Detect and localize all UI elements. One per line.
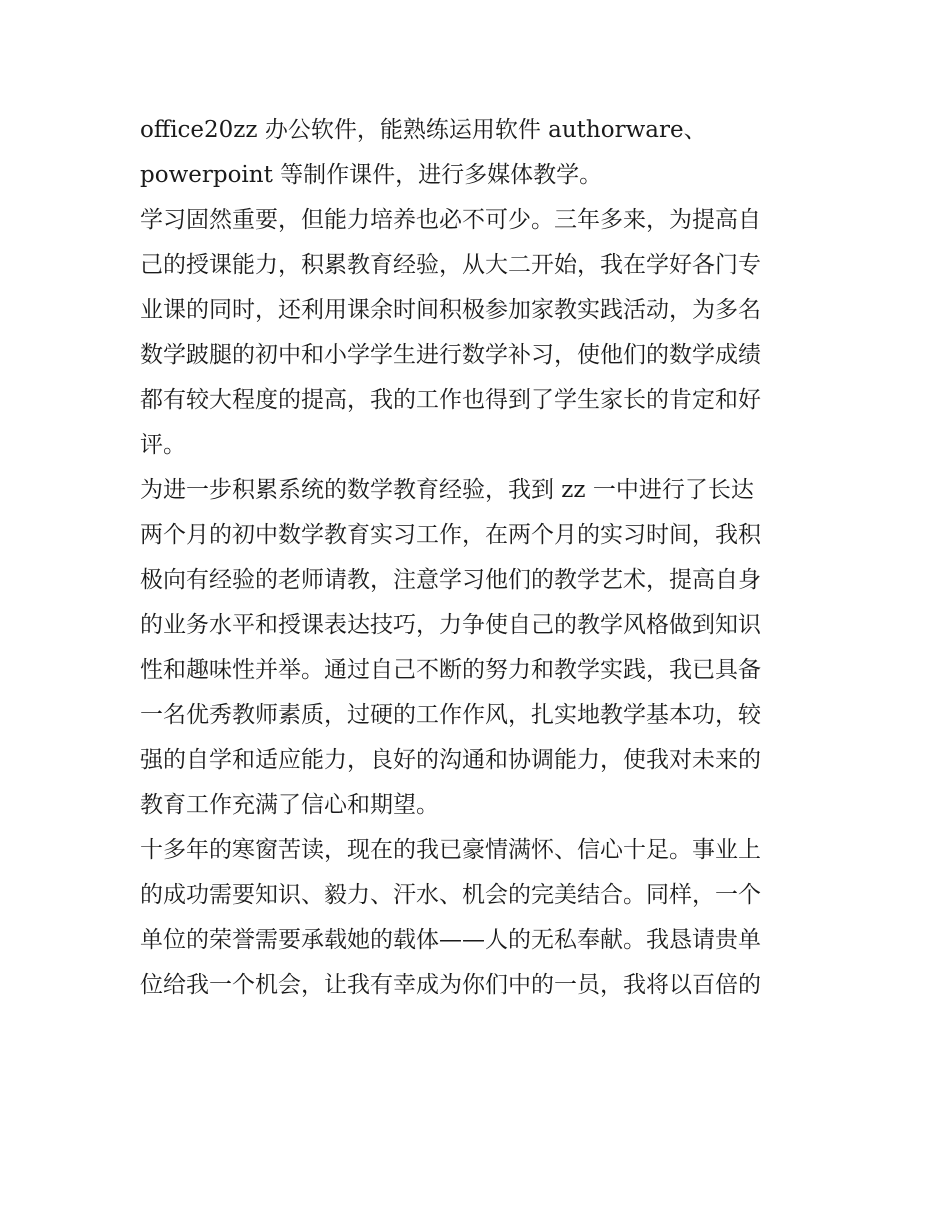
text-line: 己的授课能力，积累教育经验，从大二开始，我在学好各门专 (140, 252, 761, 278)
document-body (140, 108, 812, 1008)
text-line: 为进一步积累系统的数学教育经验，我到 zz 一中进行了长达 (140, 477, 754, 503)
text-line: 十多年的寒窗苦读，现在的我已豪情满怀、信心十足。事业上 (140, 837, 761, 863)
text-line: 评。 (140, 432, 186, 458)
text-line: office20zz 办公软件，能熟练运用软件 authorware、 (140, 117, 707, 143)
text-line: 学习固然重要，但能力培养也必不可少。三年多来，为提高自 (140, 207, 761, 233)
text-line: 都有较大程度的提高，我的工作也得到了学生家长的肯定和好 (140, 387, 761, 413)
text-line: 业课的同时，还利用课余时间积极参加家教实践活动，为多名 (140, 297, 761, 323)
text-line: 性和趣味性并举。通过自己不断的努力和教学实践，我已具备 (140, 657, 761, 683)
text-line: 强的自学和适应能力，良好的沟通和协调能力，使我对未来的 (140, 747, 761, 773)
text-line: 的业务水平和授课表达技巧，力争使自己的教学风格做到知识 (140, 612, 761, 638)
text-line: 一名优秀教师素质，过硬的工作作风，扎实地教学基本功，较 (140, 702, 761, 728)
text-line: 的成功需要知识、毅力、汗水、机会的完美结合。同样，一个 (140, 882, 761, 908)
text-line: 两个月的初中数学教育实习工作，在两个月的实习时间，我积 (140, 522, 761, 548)
text-line: 数学跛腿的初中和小学学生进行数学补习，使他们的数学成绩 (140, 342, 761, 368)
text-line: 极向有经验的老师请教，注意学习他们的教学艺术，提高自身 (140, 567, 761, 593)
text-line: 教育工作充满了信心和期望。 (140, 792, 439, 818)
text-line: powerpoint 等制作课件，进行多媒体教学。 (140, 162, 603, 188)
text-line: 单位的荣誉需要承载她的载体——人的无私奉献。我恳请贵单 (140, 927, 761, 953)
text-line: 位给我一个机会，让我有幸成为你们中的一员，我将以百倍的 (140, 972, 761, 998)
